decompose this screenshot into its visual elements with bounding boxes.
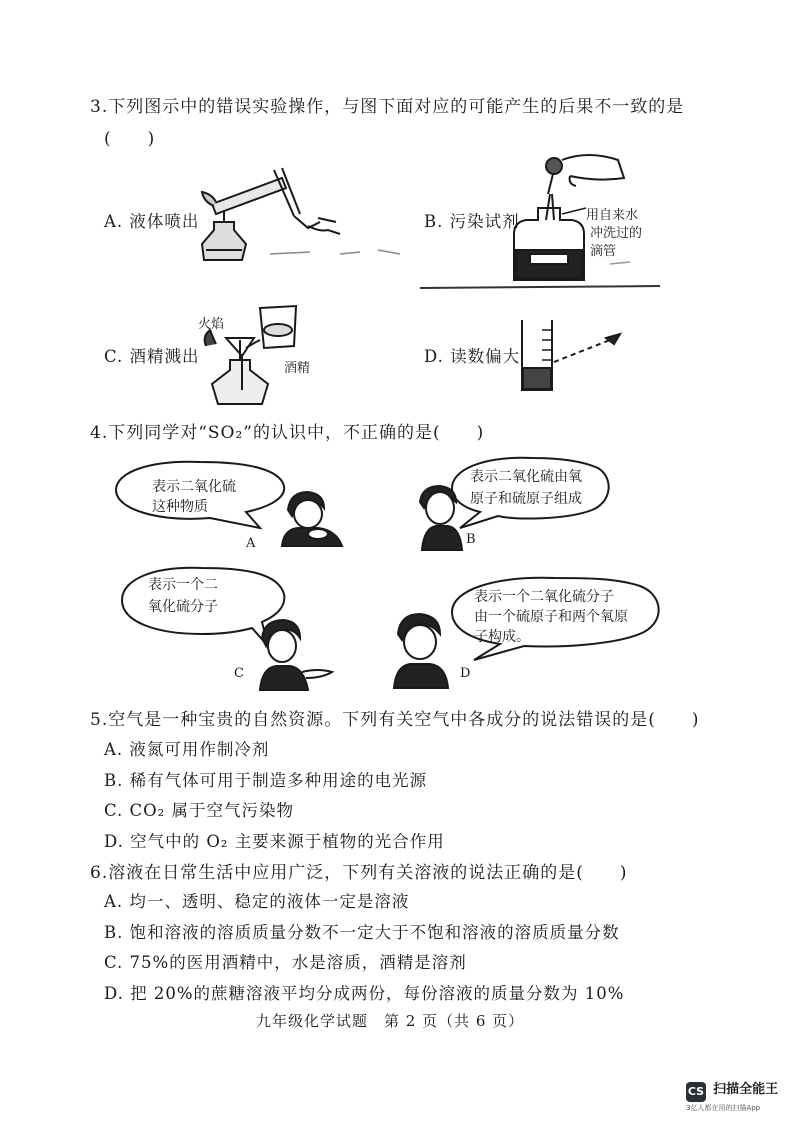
q6-option-b: B. 饱和溶液的溶质质量分数不一定大于不饱和溶液的溶质质量分数: [104, 923, 620, 942]
q3-option-b: B. 污染试剂: [424, 212, 520, 231]
watermark-app-name: 扫描全能王: [713, 1082, 779, 1097]
q4-bubble-c-line2: 氧化硫分子: [148, 599, 218, 615]
q3-figure-d: [518, 316, 628, 396]
scan-artifact-lines: [250, 240, 670, 300]
q4-person-a-illustration: [278, 488, 348, 548]
q5-option-d: D. 空气中的 O₂ 主要来源于植物的光合作用: [104, 832, 445, 851]
q6-option-a: A. 均一、透明、稳定的液体一定是溶液: [104, 892, 410, 911]
q3-answer-paren: ( ): [104, 129, 156, 149]
watermark-tagline: 3亿人都在用的扫描App: [686, 1104, 761, 1112]
page-footer: 九年级化学试题 第 2 页（共 6 页）: [256, 1012, 525, 1030]
q4-bubble-a-line2: 这种物质: [152, 499, 208, 515]
q3-b-note-2: 冲洗过的: [590, 226, 643, 241]
q3-c-alcohol-label: 酒精: [284, 361, 311, 376]
q3-stem: 3.下列图示中的错误实验操作，与图下面对应的可能产生的后果不一致的是: [90, 97, 685, 117]
q5-stem: 5.空气是一种宝贵的自然资源。下列有关空气中各成分的说法错误的是( ): [90, 710, 700, 730]
q6-option-d: D. 把 20%的蔗糖溶液平均分成两份，每份溶液的质量分数为 10%: [104, 984, 625, 1003]
q3-option-c: C. 酒精溅出: [104, 347, 200, 366]
q5-option-c: C. CO₂ 属于空气污染物: [104, 801, 295, 820]
q4-person-d-illustration: [388, 612, 454, 688]
q3-b-note-3: 滴管: [590, 244, 617, 259]
q4-person-c-illustration: [252, 616, 336, 690]
q3-option-d: D. 读数偏大: [424, 347, 521, 366]
q5-option-b: B. 稀有气体可用于制造多种用途的电光源: [104, 771, 428, 790]
q4-bubble-b-line1: 表示二氧化硫由氧: [470, 469, 582, 485]
scanner-watermark: [686, 1080, 778, 1102]
q3-c-flame-label: 火焰: [198, 317, 225, 332]
q3-b-pointer-line: [560, 200, 590, 220]
q4-person-b-illustration: [412, 484, 468, 550]
q4-bubble-d-line1: 表示一个二氧化硫分子: [474, 589, 614, 605]
q5-option-a: A. 液氮可用作制冷剂: [104, 740, 270, 759]
q4-stem: 4.下列同学对“SO₂”的认识中，不正确的是( ): [90, 423, 485, 443]
q4-bubble-d-line3: 子构成。: [474, 629, 530, 645]
q3-option-a: A. 液体喷出: [104, 212, 200, 231]
q4-label-d: D: [460, 666, 471, 681]
q4-bubble-d-line2: 由一个硫原子和两个氧原: [474, 609, 628, 625]
q4-bubble-c-line1: 表示一个二: [148, 577, 218, 593]
q4-label-a: A: [246, 536, 256, 551]
camscanner-logo-icon: CS: [686, 1082, 706, 1102]
q4-label-b: B: [466, 532, 476, 547]
q6-stem: 6.溶液在日常生活中应用广泛，下列有关溶液的说法正确的是( ): [90, 863, 628, 883]
q4-bubble-b-line2: 原子和硫原子组成: [470, 491, 582, 507]
q4-bubble-a-line1: 表示二氧化硫: [152, 479, 236, 495]
q4-label-c: C: [234, 666, 244, 681]
q3-b-note-1: 用自来水: [586, 208, 639, 223]
q6-option-c: C. 75%的医用酒精中，水是溶质，酒精是溶剂: [104, 953, 467, 972]
